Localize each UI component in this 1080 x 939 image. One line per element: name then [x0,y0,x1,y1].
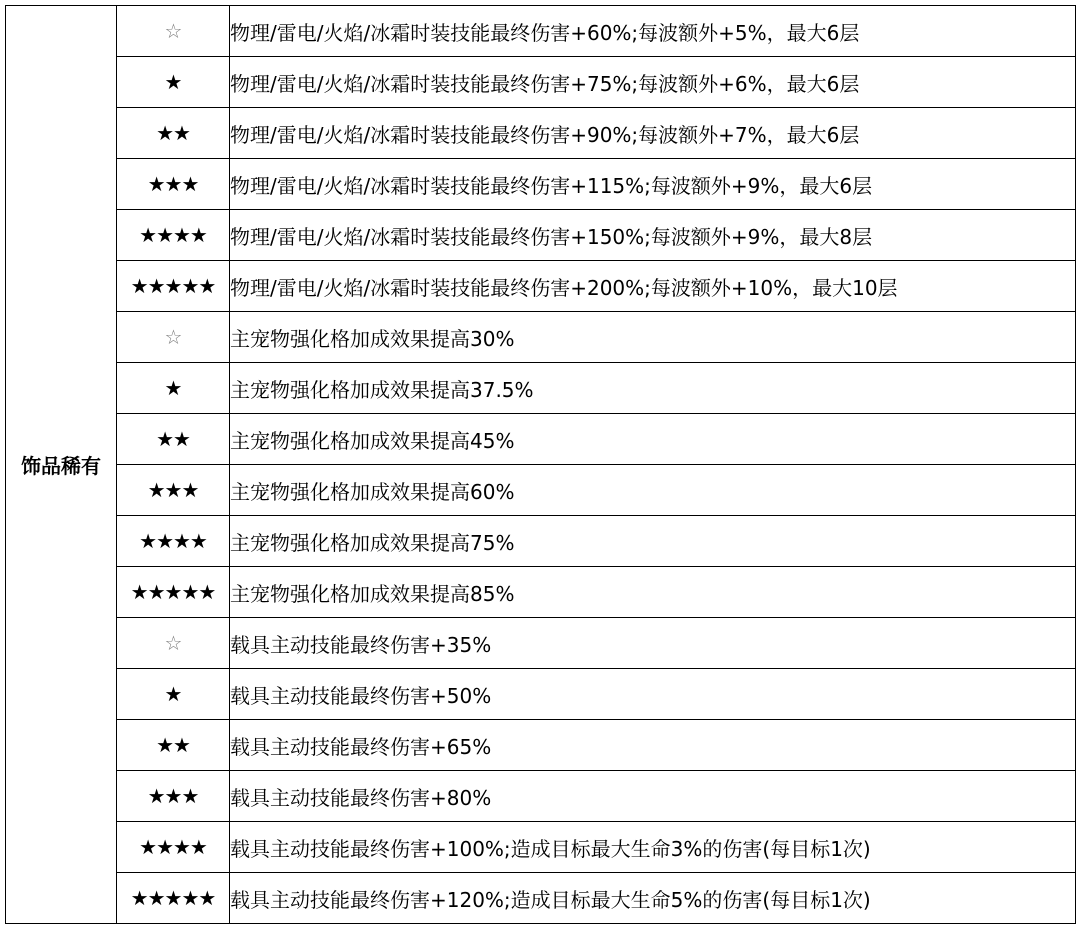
table-row [6,414,1076,465]
effect-description: 主宠物强化格加成效果提高85% [230,567,1076,618]
effect-description: 载具主动技能最终伤害+120%;造成目标最大生命5%的伤害(每目标1次) [230,873,1076,924]
effect-description: 物理/雷电/火焰/冰霜时装技能最终伤害+150%;每波额外+9%，最大8层 [230,210,1076,261]
rarity-cell: ☆ [117,6,230,57]
effect-description: 物理/雷电/火焰/冰霜时装技能最终伤害+75%;每波额外+6%，最大6层 [230,57,1076,108]
rarity-cell: ★★★★ [117,516,230,567]
table-row [6,6,1076,57]
category-cell: 饰品稀有 [6,6,117,924]
table-row [6,57,1076,108]
effect-description: 主宠物强化格加成效果提高30% [230,312,1076,363]
rarity-cell: ★★★★★ [117,261,230,312]
table-row [6,822,1076,873]
table-row [6,210,1076,261]
table-row [6,363,1076,414]
rarity-cell: ★ [117,669,230,720]
rarity-cell: ☆ [117,312,230,363]
table-row [6,618,1076,669]
rarity-cell: ★★★★ [117,822,230,873]
effect-description: 载具主动技能最终伤害+35% [230,618,1076,669]
effect-description: 载具主动技能最终伤害+50% [230,669,1076,720]
table-row [6,720,1076,771]
rarity-cell: ★★ [117,720,230,771]
effect-description: 主宠物强化格加成效果提高37.5% [230,363,1076,414]
effect-description: 载具主动技能最终伤害+80% [230,771,1076,822]
effect-description: 主宠物强化格加成效果提高45% [230,414,1076,465]
table-row [6,873,1076,924]
effect-description: 主宠物强化格加成效果提高60% [230,465,1076,516]
rarity-cell: ★★★ [117,159,230,210]
rarity-cell: ★★★★★ [117,873,230,924]
table-row [6,516,1076,567]
effect-description: 载具主动技能最终伤害+100%;造成目标最大生命3%的伤害(每目标1次) [230,822,1076,873]
rarity-cell: ★ [117,57,230,108]
rarity-cell: ★★ [117,108,230,159]
table-row [6,108,1076,159]
table-row [6,312,1076,363]
rarity-cell: ★★★★★ [117,567,230,618]
table-row [6,159,1076,210]
effect-description: 物理/雷电/火焰/冰霜时装技能最终伤害+200%;每波额外+10%，最大10层 [230,261,1076,312]
table-row [6,567,1076,618]
rarity-cell: ★★★ [117,771,230,822]
rarity-cell: ★★ [117,414,230,465]
effect-description: 载具主动技能最终伤害+65% [230,720,1076,771]
effect-description: 物理/雷电/火焰/冰霜时装技能最终伤害+60%;每波额外+5%，最大6层 [230,6,1076,57]
rarity-cell: ★ [117,363,230,414]
table-row [6,261,1076,312]
effect-description: 主宠物强化格加成效果提高75% [230,516,1076,567]
effect-description: 物理/雷电/火焰/冰霜时装技能最终伤害+115%;每波额外+9%，最大6层 [230,159,1076,210]
rarity-cell: ★★★★ [117,210,230,261]
table-row [6,669,1076,720]
table-row [6,465,1076,516]
rarity-cell: ☆ [117,618,230,669]
table-body [6,6,1076,924]
table-row [6,771,1076,822]
rarity-effects-table [5,5,1076,924]
rarity-cell: ★★★ [117,465,230,516]
effect-description: 物理/雷电/火焰/冰霜时装技能最终伤害+90%;每波额外+7%，最大6层 [230,108,1076,159]
